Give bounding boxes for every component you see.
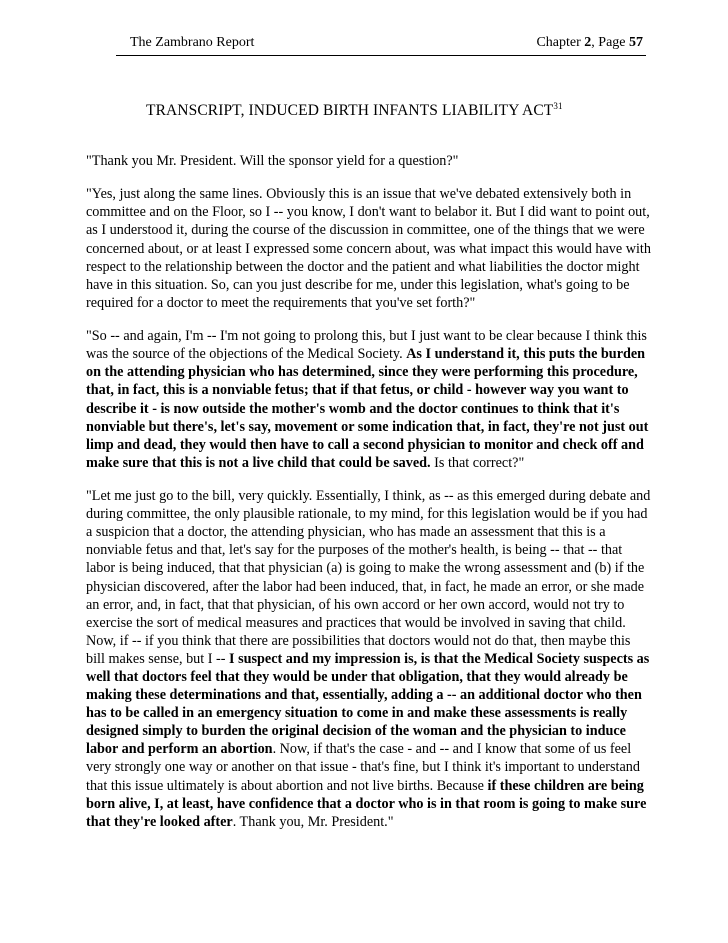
chapter-number: 2 [584, 35, 592, 50]
header-rule [116, 55, 646, 56]
paragraph-medical-society [86, 327, 652, 472]
page-label: , Page [591, 35, 629, 50]
running-header-page [536, 35, 643, 51]
paragraph-text: . Now, if that's the case - and -- and I know that some of us feel very strongly one way or another on that issue - that's fine, but I think it's important to understand that this issue ultimately is about abortion and not live births. Because [86, 741, 640, 794]
running-header-title: The Zambrano Report [130, 35, 255, 50]
paragraph-bold-text: As I understand it, this puts the burden on the attending physician who has determined, since they were performing this procedure, that, in fact, this is a nonviable fetus; that if that fetus, or child - however way you want to describe it - is now outside the mother's womb and the doctor continues to think that it's nonviable but there's, let's say, movement or some indication that, in fact, they're not just out limp and dead, they would then have to call a second physician to monitor and check off and make sure that this is not a live child that could be saved. [86, 346, 649, 471]
paragraph-bill [86, 487, 652, 831]
title-text: TRANSCRIPT, INDUCED BIRTH INFANTS LIABILITY ACT [146, 102, 554, 119]
paragraph-text: "Let me just go to the bill, very quickly. Essentially, I think, as -- as this emerged during debate and during committee, the only plausible rationale, to my mind, for this legislation would be if you had a suspicion that a doctor, the attending physician, who has made an assessment that this is a nonviable fetus and that, let's say for the purposes of the mother's health, is being -- that -- that labor is being induced, that that physician (a) is going to make the wrong assessment and (b) if the physician discovered, after the labor had been induced, that, in fact, he made an error, or she made an error, and, in fact, that that physician, of his own accord or her own accord, would not try to exercise the sort of medical measures and practices that would be involved in saving that child. Now, if -- if you think that there are possibilities that doctors would not do that, then maybe this bill makes sense, but I -- [86, 488, 651, 667]
page-number: 57 [629, 35, 643, 50]
paragraph-lines [86, 185, 652, 312]
paragraph-text: "So -- and again, I'm -- I'm not going to prolong this, but I just want to be clear because I think this was the source of the objections of the Medical Society. [86, 328, 647, 363]
paragraph-text: . Thank you, Mr. President." [232, 813, 394, 830]
document-title [146, 102, 563, 120]
paragraph-text: "Yes, just along the same lines. Obviously this is an issue that we've debated extensively both in committee and on the Floor, so I -- you know, I don't want to belabor it. But I did want to point out, as I understood it, during the course of the discussion in committee, one of the things that we were concerned about, or at least I expressed some concern about, was what impact this would have with respect to the relationship between the doctor and the patient and what liabilities the doctor might have in this situation. So, can you just describe for me, under this legislation, what's going to be required for a doctor to meet the requirements that you've set forth?" [86, 186, 651, 311]
paragraph-bold-text: if these children are being born alive, I, at least, have confidence that a doctor who is in that room is going to make sure that they're looked after [86, 777, 647, 830]
paragraph-text: "Thank you Mr. President. Will the sponsor yield for a question?" [86, 153, 459, 169]
chapter-label: Chapter [536, 35, 585, 50]
paragraph-text: Is that correct?" [430, 454, 525, 471]
paragraph-question [86, 152, 652, 170]
transcript-body [86, 152, 652, 846]
paragraph-bold-text: I suspect and my impression is, is that the Medical Society suspects as well that doctors feel that they would be under that obligation, that they would already be making these determinations and that, essentially, adding a -- an additional doctor who then has to be called in an emergency situation to come in and make these assessments is really designed simply to burden the original decision of the woman and the physician to induce labor and perform an abortion [86, 650, 650, 758]
title-footnote-marker: 31 [553, 100, 563, 111]
